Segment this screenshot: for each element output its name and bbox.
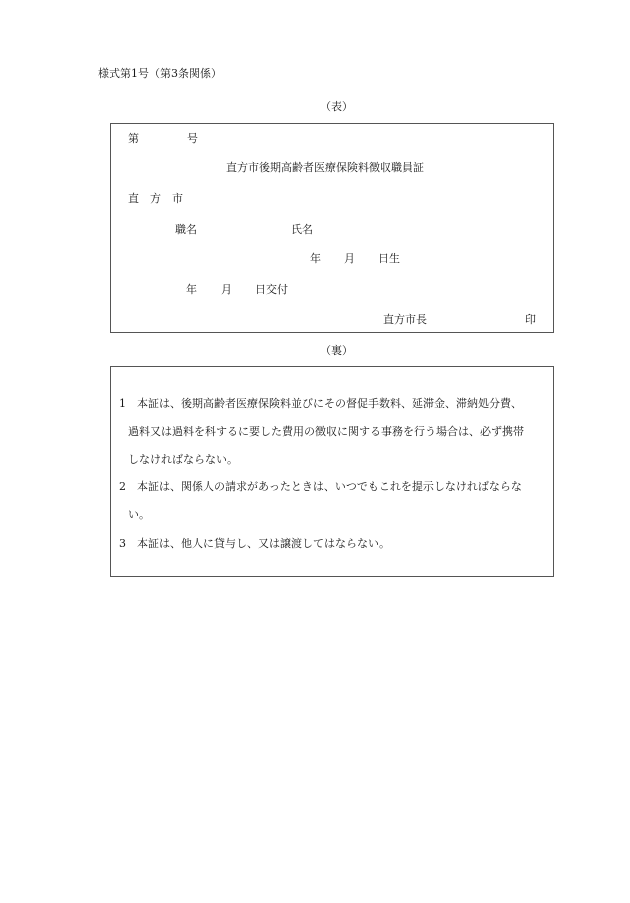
issue-month-label: 月 xyxy=(221,283,232,296)
item-number: 2 xyxy=(119,480,126,493)
birth-month-label: 月 xyxy=(344,252,355,265)
front-side-label: （表） xyxy=(320,100,353,113)
item-line: 本証は、他人に貸与し、又は譲渡してはならない。 xyxy=(137,537,390,550)
item-number: 3 xyxy=(119,537,126,550)
birth-year-label: 年 xyxy=(310,252,321,265)
birth-day-label: 日生 xyxy=(378,252,400,265)
item-line: しなければならない。 xyxy=(128,453,238,466)
issuer-label: 直方市長 xyxy=(383,313,427,326)
back-card xyxy=(110,366,554,577)
name-label: 氏名 xyxy=(291,223,313,236)
seal-mark: 印 xyxy=(525,313,536,326)
item-line: い。 xyxy=(128,508,150,521)
number-prefix: 第 xyxy=(128,132,139,145)
item-line: 本証は、後期高齢者医療保険料並びにその督促手数料、延滞金、滞納処分費、 xyxy=(137,397,522,410)
city-name: 直方市 xyxy=(128,192,194,205)
item-number: 1 xyxy=(119,397,126,410)
number-suffix: 号 xyxy=(187,132,198,145)
item-line: 過料又は過料を科するに要した費用の徴収に関する事務を行う場合は、必ず携帯 xyxy=(128,425,524,438)
item-line: 本証は、関係人の請求があったときは、いつでもこれを提示しなければならな xyxy=(137,480,522,493)
front-card xyxy=(110,123,554,333)
form-label: 様式第1号（第3条関係） xyxy=(98,67,222,80)
issue-year-label: 年 xyxy=(186,283,197,296)
issue-day-label: 日交付 xyxy=(255,283,288,296)
position-label: 職名 xyxy=(175,223,197,236)
back-side-label: （裏） xyxy=(320,344,353,357)
card-title: 直方市後期高齢者医療保険料徴収職員証 xyxy=(226,161,424,174)
